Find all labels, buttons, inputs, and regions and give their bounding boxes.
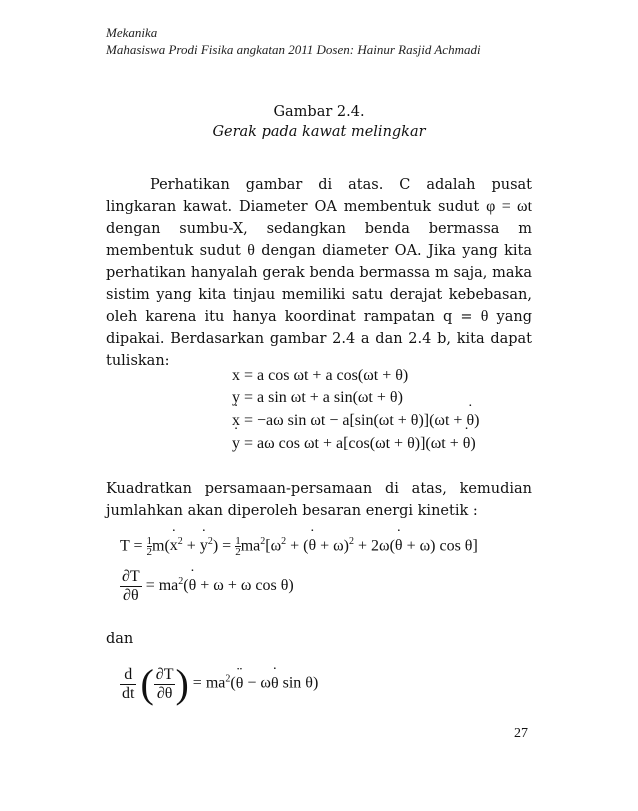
paragraph-kinetic: Kuadratkan persamaan-persamaan di atas, kemudian jumlahkan akan diperoleh besaran energi kinetik :	[106, 481, 532, 519]
ke-ydot: y ˙	[200, 537, 208, 555]
paragraph-intro	[106, 174, 532, 372]
ke-sup-e: 2	[349, 536, 355, 547]
d-den: dt	[122, 684, 135, 702]
ke-sup-a: 2	[177, 536, 183, 547]
T-lhs: T =	[120, 537, 147, 555]
partial-rhs-b: (	[183, 577, 189, 595]
ydot-rhs: = aω cos ωt + a[cos(ωt + θ)](ωt +	[240, 435, 463, 452]
inner-partial-thetadot: θ ˙	[165, 685, 173, 703]
xdot-symbol: x ˙	[232, 412, 240, 430]
xdot-close: )	[474, 412, 480, 429]
para1-text-c: dengan diameter OA. Jika yang kita perhatikan hanyalah gerak benda bermassa m saja, maka sistim yang kita tinjau memiliki satu derajat kebebasan, oleh karena itu hanya koordinat rampatan q =	[106, 243, 532, 325]
partial-num: ∂T	[122, 568, 140, 585]
m-part: m(	[152, 537, 170, 555]
ydot-symbol: y ˙	[232, 435, 240, 453]
ke-plus: +	[182, 537, 200, 555]
theta-ddot: θ ¨	[236, 675, 244, 693]
deriv-rhs-b: (	[230, 674, 236, 692]
phi-equation: φ = ωt	[486, 198, 533, 215]
word-dan: dan	[106, 631, 134, 647]
half-num-2: 1	[235, 535, 241, 548]
equation-xdot	[232, 412, 479, 430]
ydot-close: )	[470, 435, 476, 452]
page-number: 27	[514, 726, 528, 741]
ke-sup-d: 2	[281, 536, 287, 547]
ke-sup-b: 2	[207, 536, 213, 547]
ke-ma: ma	[240, 537, 261, 555]
deriv-sup: 2	[225, 673, 231, 685]
inner-partial-num: ∂T	[155, 665, 174, 683]
deriv-rhs-d: sin θ)	[278, 674, 319, 692]
inner-partial-den	[154, 685, 176, 703]
half-num: 1	[146, 535, 153, 548]
deriv-rhs-c: − ω	[243, 674, 271, 692]
equation-time-derivative	[120, 661, 319, 706]
ke-mid1: + (	[286, 537, 309, 555]
right-paren: )	[175, 661, 189, 706]
left-paren: (	[140, 661, 154, 706]
ke-mid2: + ω)	[316, 537, 350, 555]
ke-thetadot: θ ˙	[308, 537, 316, 555]
ke-sup-c: 2	[260, 536, 266, 547]
partial-thetadot: θ ˙	[131, 587, 139, 605]
equation-kinetic-energy	[120, 536, 478, 557]
ke-eq: ) =	[212, 537, 236, 555]
equation-x: x = a cos ωt + a cos(ωt + θ)	[232, 367, 409, 384]
para1-text-d: yang dipakai. Berdasarkan gambar 2.4 a dan 2.4 b, kita dapat tuliskan:	[106, 309, 532, 369]
theta-symbol: θ	[247, 242, 255, 259]
ke-mid4: + ω) cos θ]	[402, 537, 478, 555]
inner-partial-fraction	[154, 666, 176, 703]
d-dt-fraction	[120, 666, 136, 703]
partial-d: ∂	[123, 587, 131, 604]
para1-text-b: dengan sumbu-X, sedangkan benda bermassa m membentuk sudut	[106, 221, 532, 259]
half-den: 2	[146, 546, 153, 559]
running-header	[106, 24, 481, 58]
figure-title: Gerak pada kawat melingkar	[212, 124, 426, 140]
header-subtitle: Mahasiswa Prodi Fisika angkatan 2011 Dosen: Hainur Rasjid Achmadi	[106, 42, 481, 57]
deriv-rhs-a: = ma	[192, 674, 226, 692]
theta-symbol-2: θ	[480, 308, 489, 325]
thetadot-symbol: θ ˙	[466, 412, 474, 430]
header-course: Mekanika	[106, 25, 158, 40]
equation-partial-T	[120, 568, 294, 605]
partial-fraction	[120, 568, 142, 605]
partial-rhs-thetadot: θ ˙	[189, 577, 197, 595]
ke-mid3: + 2ω(	[354, 537, 395, 555]
d-num: d	[120, 666, 136, 685]
ke-xdot: x ˙	[170, 537, 178, 555]
xdot-rhs: = −aω sin ωt − a[sin(ωt + θ)](ωt +	[240, 412, 467, 429]
inner-partial-d: ∂	[156, 684, 165, 702]
equation-ydot	[232, 435, 476, 453]
ke-bracket: [ω	[265, 537, 282, 555]
partial-den	[120, 587, 142, 605]
half-den-2: 2	[235, 546, 241, 559]
partial-sup: 2	[178, 575, 184, 587]
thetadot-symbol-2: θ ˙	[463, 435, 471, 453]
partial-rhs-a: = ma	[145, 577, 179, 595]
equation-y: y = a sin ωt + a sin(ωt + θ)	[232, 389, 403, 406]
para1-text-a: Perhatikan gambar di atas. C adalah pusat lingkaran kawat. Diameter OA membentuk sudut	[106, 177, 532, 215]
ke-thetadot-2: θ ˙	[395, 537, 403, 555]
deriv-thetadot: θ ˙	[271, 675, 279, 693]
figure-number: Gambar 2.4.	[273, 104, 365, 120]
partial-rhs-c: + ω + ω cos θ)	[196, 577, 294, 595]
